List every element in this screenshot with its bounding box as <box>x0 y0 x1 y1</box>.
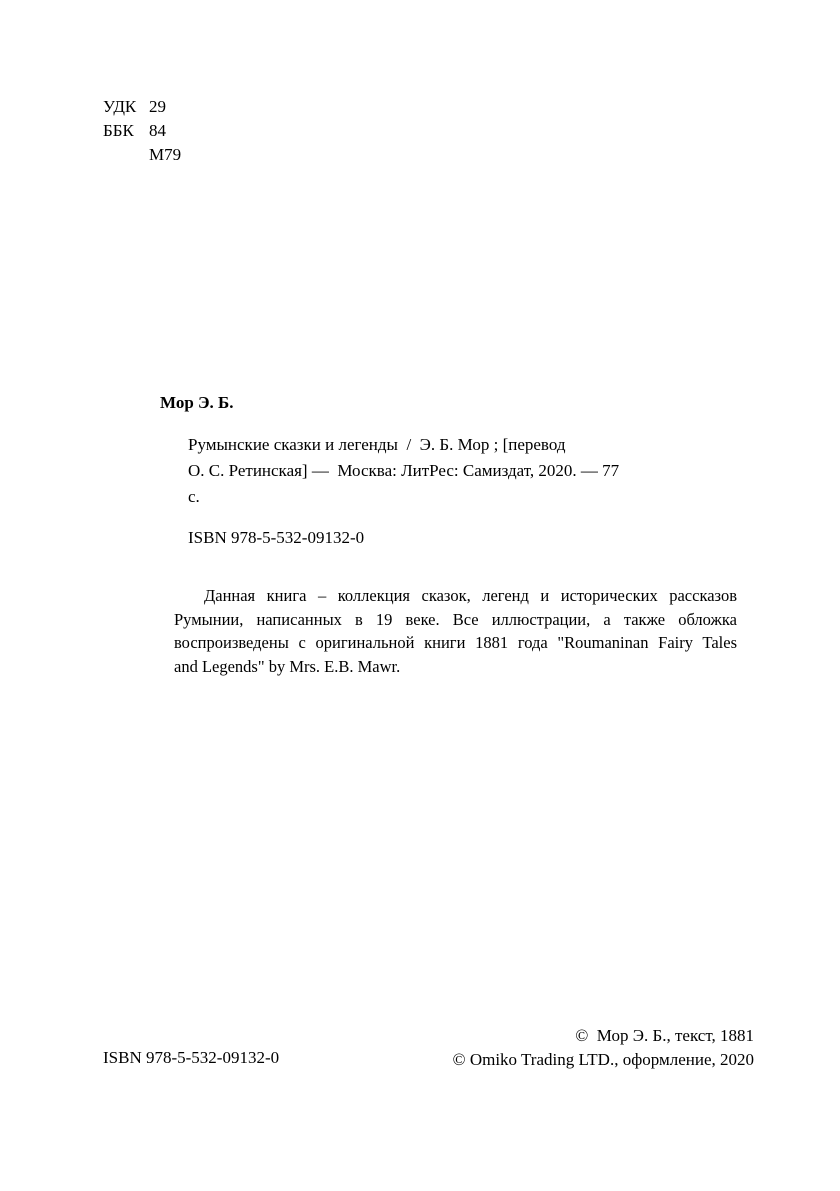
abstract-line: Румынии, написанных в 19 веке. Все иллюстрации, а также обложка <box>174 609 737 629</box>
classification-value: 29 <box>149 97 166 116</box>
classification-row-udk <box>103 95 181 119</box>
bibliographic-line: Румынские сказки и легенды / Э. Б. Мор ; [перевод <box>188 435 566 454</box>
classification-key: ББК <box>103 121 134 140</box>
bibliographic-line: О. С. Ретинская] — Москва: ЛитРес: Самиздат, 2020. — 77 <box>188 461 620 480</box>
abstract-line: Данная книга – коллекция сказок, легенд и исторических рассказов <box>204 586 737 605</box>
bibliographic-line: с. <box>188 487 200 506</box>
bibliographic-description <box>188 432 619 510</box>
copyright-block <box>453 1024 754 1072</box>
classification-block <box>103 95 181 167</box>
abstract-paragraph <box>174 584 737 678</box>
classification-value: 84 <box>149 121 166 140</box>
classification-key: УДК <box>103 97 137 116</box>
classification-row-author-mark <box>103 143 181 167</box>
copyright-design: © Omiko Trading LTD., оформление, 2020 <box>452 1050 754 1069</box>
author-heading: Мор Э. Б. <box>160 393 234 412</box>
abstract-line: воспроизведены с оригинальной книги 1881 года "Roumaninan Fairy Tales <box>174 633 737 652</box>
isbn-main: ISBN 978-5-532-09132-0 <box>188 528 365 547</box>
classification-row-bbk <box>103 119 181 143</box>
classification-value: М79 <box>149 145 182 164</box>
abstract-line: and Legends" by Mrs. E.B. Mawr. <box>174 656 401 676</box>
copyright-text: © Мор Э. Б., текст, 1881 <box>575 1026 754 1045</box>
isbn-footer: ISBN 978-5-532-09132-0 <box>103 1048 280 1067</box>
